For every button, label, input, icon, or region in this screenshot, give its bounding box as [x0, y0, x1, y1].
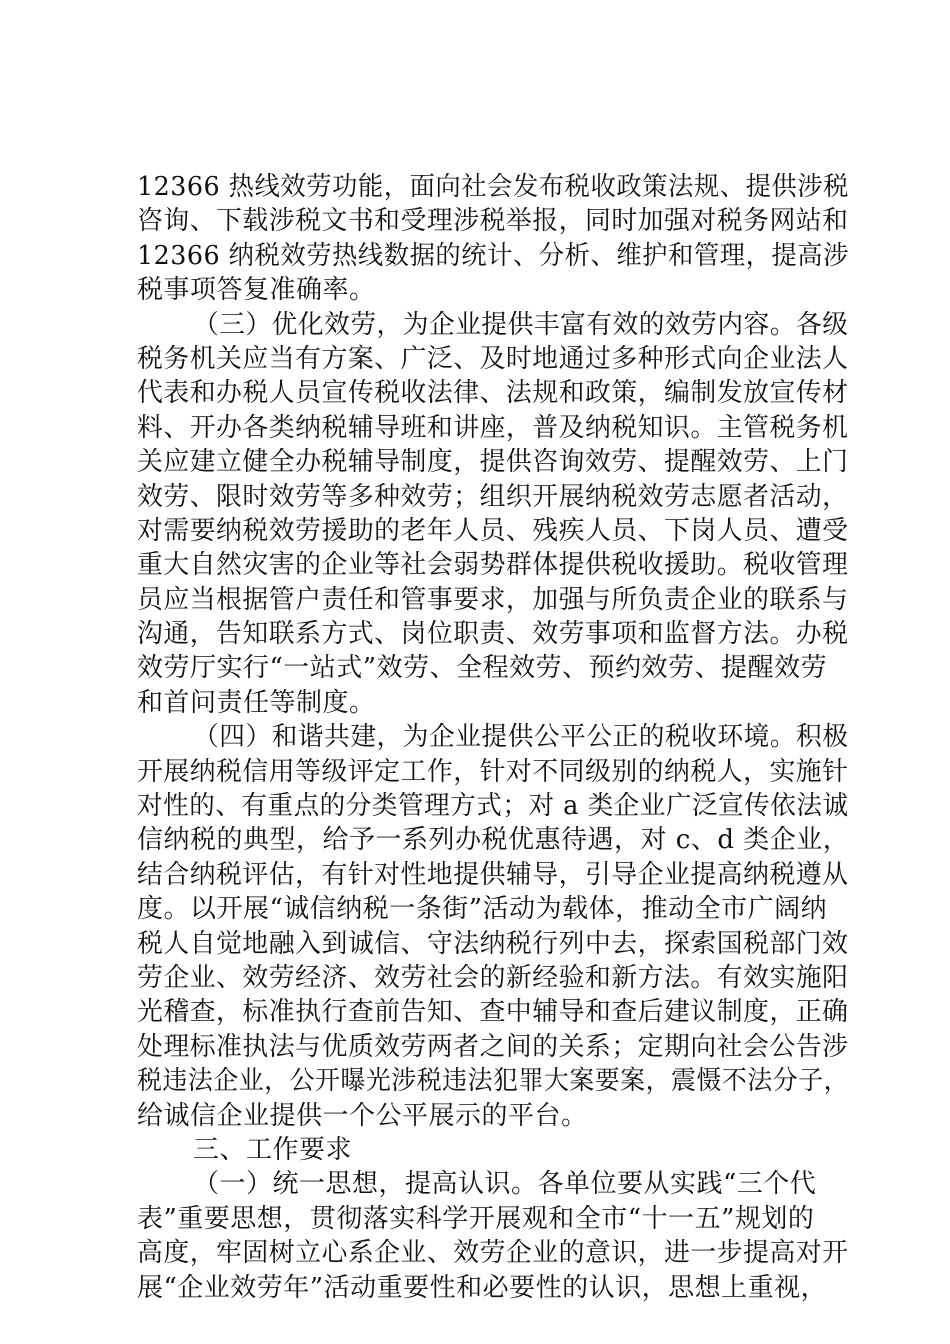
paragraph-first-line: （四）和谐共建，为企业提供公平公正的税收环境。积极	[193, 722, 849, 753]
text-line: 展“企业效劳年”活动重要性和必要性的认识，思想上重视，	[137, 1272, 828, 1303]
text-line: 效劳厅实行“一站式”效劳、全程效劳、预约效劳、提醒效劳	[137, 653, 828, 684]
paragraph-first-line: （一）统一思想，提高认识。各单位要从实践“三个代	[193, 1169, 817, 1200]
text-line: 开展纳税信用等级评定工作，针对不同级别的纳税人，实施针	[137, 756, 849, 787]
text-line: 重大自然灾害的企业等社会弱势群体提供税收援助。税收管理	[137, 550, 849, 581]
text-line: 处理标准执法与优质效劳两者之间的关系；定期向社会公告涉	[137, 1031, 849, 1062]
text-line: 度。以开展“诚信纳税一条街”活动为载体，推动全市广阔纳	[137, 894, 828, 925]
text-line: 对需要纳税效劳援助的老年人员、残疾人员、下岗人员、遭受	[137, 515, 849, 546]
paragraph-first-line: （三）优化效劳，为企业提供丰富有效的效劳内容。各级	[193, 309, 849, 340]
text-line: 12366 热线效劳功能，面向社会发布税收政策法规、提供涉税	[137, 172, 849, 202]
text-line: 和首问责任等制度。	[137, 687, 376, 718]
text-line: 给诚信企业提供一个公平展示的平台。	[137, 1100, 588, 1131]
text-line: 税人自觉地融入到诚信、守法纳税行列中去，探索国税部门效	[137, 928, 849, 959]
text-line: 结合纳税评估，有针对性地提供辅导，引导企业提高纳税遵从	[137, 859, 849, 890]
text-line: 光稽查，标准执行查前告知、查中辅导和查后建议制度，正确	[137, 997, 849, 1028]
text-line: 员应当根据管户责任和管事要求，加强与所负责企业的联系与	[137, 584, 849, 615]
text-line: 沟通，告知联系方式、岗位职责、效劳事项和监督方法。办税	[137, 619, 849, 650]
text-line: 料、开办各类纳税辅导班和讲座，普及纳税知识。主管税务机	[137, 412, 849, 443]
text-line: 税事项答复准确率。	[137, 275, 376, 306]
text-line: 税务机关应当有方案、广泛、及时地通过多种形式向企业法人	[137, 343, 849, 374]
document-body	[137, 170, 850, 1305]
text-line: 信纳税的典型，给予一系列办税优惠待遇，对 c、d 类企业，	[137, 825, 850, 856]
text-line: 12366 纳税效劳热线数据的统计、分析、维护和管理，提高涉	[137, 240, 849, 271]
text-line: 咨询、下载涉税文书和受理涉税举报，同时加强对税务网站和	[137, 206, 849, 237]
text-line: 表”重要思想，贯彻落实科学开展观和全市“十一五”规划的	[137, 1203, 815, 1234]
text-line: 对性的、有重点的分类管理方式；对 a 类企业广泛宣传依法诚	[137, 791, 849, 822]
text-line: 劳企业、效劳经济、效劳社会的新经验和新方法。有效实施阳	[137, 962, 849, 993]
text-line: 关应建立健全办税辅导制度，提供咨询效劳、提醒效劳、上门	[137, 447, 849, 478]
section-heading: 三、工作要求	[193, 1134, 353, 1165]
text-line: 效劳、限时效劳等多种效劳；组织开展纳税效劳志愿者活动，	[137, 481, 849, 512]
text-line: 高度，牢固树立心系企业、效劳企业的意识，进一步提高对开	[137, 1238, 849, 1269]
text-line: 代表和办税人员宣传税收法律、法规和政策，编制发放宣传材	[137, 378, 849, 409]
text-line: 税违法企业，公开曝光涉税违法犯罪大案要案，震慑不法分子，	[137, 1066, 850, 1097]
